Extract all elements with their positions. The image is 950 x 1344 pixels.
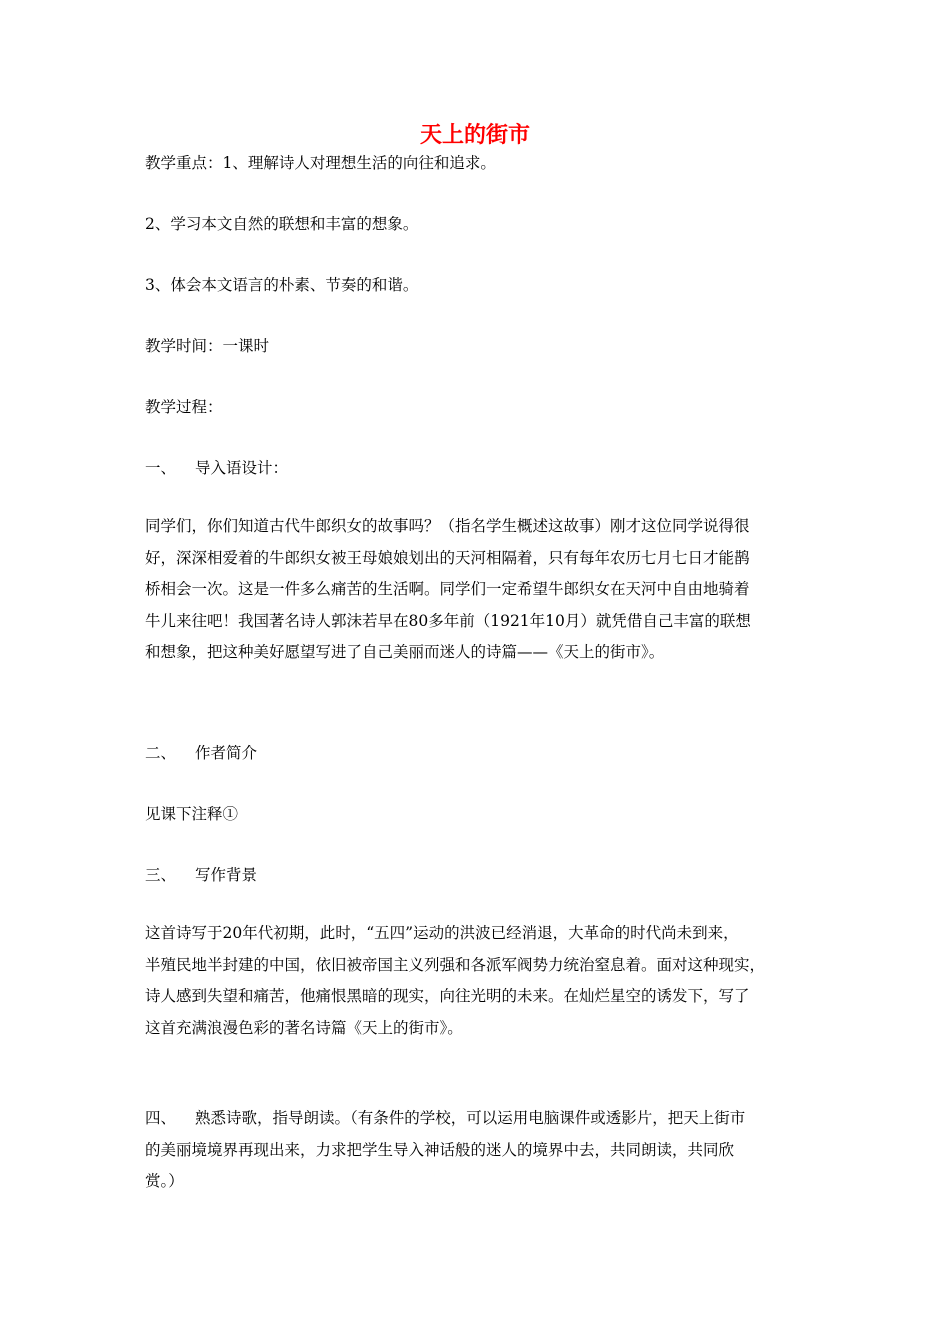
section-3-number: 三、 <box>145 866 177 884</box>
paragraph-line: 的美丽境境界再现出来，力求把学生导入神话般的迷人的境界中去，共同朗读，共同欣 <box>145 1140 735 1159</box>
section-1-title: 导入语设计： <box>195 459 289 477</box>
teaching-process: 教学过程： <box>145 398 223 416</box>
section-4-number: 四、 <box>145 1109 177 1127</box>
paragraph-line: 赏。） <box>145 1172 184 1190</box>
teaching-focus-1: 教学重点：1、理解诗人对理想生活的向往和追求。 <box>145 154 496 172</box>
teaching-focus-3: 3、体会本文语言的朴素、节奏的和谐。 <box>145 276 419 294</box>
section-3-paragraph <box>145 918 805 1044</box>
section-1-number: 一、 <box>145 459 177 477</box>
paragraph-line: 诗人感到失望和痛苦，他痛恨黑暗的现实，向往光明的未来。在灿烂星空的诱发下，写了 <box>145 987 750 1005</box>
paragraph-line: 同学们，你们知道古代牛郎织女的故事吗？（指名学生概述这故事）刚才这位同学说得很 <box>145 517 750 535</box>
section-3-heading <box>145 865 257 885</box>
section-2-body: 见课下注释① <box>145 805 239 823</box>
paragraph-line: 和想象，把这种美好愿望写进了自己美丽而迷人的诗篇——《天上的街市》。 <box>145 643 665 661</box>
paragraph-line: 牛儿来往吧！我国著名诗人郭沫若早在80多年前（1921年10月）就凭借自己丰富的联想 <box>145 611 751 630</box>
paragraph-line: 桥相会一次。这是一件多么痛苦的生活啊。同学们一定希望牛郎织女在天河中自由地骑着 <box>145 580 750 598</box>
paragraph-line: 这首充满浪漫色彩的著名诗篇《天上的街市》。 <box>145 1018 463 1037</box>
section-2-title: 作者简介 <box>195 744 258 762</box>
section-2-heading <box>145 743 257 763</box>
section-1-heading <box>145 458 288 478</box>
section-3-title: 写作背景 <box>195 866 258 884</box>
section-1-paragraph <box>145 511 805 669</box>
teaching-focus-2: 2、学习本文自然的联想和丰富的想象。 <box>145 215 419 233</box>
paragraph-line: 四、 熟悉诗歌，指导朗读。（有条件的学校，可以运用电脑课件或透影片，把天上街市 <box>145 1103 805 1135</box>
section-4-paragraph <box>145 1103 805 1198</box>
paragraph-line: 半殖民地半封建的中国，依旧被帝国主义列强和各派军阀势力统治窒息着。面对这种现实， <box>145 955 766 974</box>
teaching-time: 教学时间：一课时 <box>145 337 270 355</box>
document-title: 天上的街市 <box>419 123 530 148</box>
paragraph-line: 好，深深相爱着的牛郎织女被王母娘娘划出的天河相隔着，只有每年农历七月七日才能鹊 <box>145 548 750 567</box>
paragraph-line: 这首诗写于20年代初期，此时，“五四”运动的洪波已经消退，大革命的时代尚未到来， <box>145 924 739 942</box>
section-2-number: 二、 <box>145 744 177 762</box>
